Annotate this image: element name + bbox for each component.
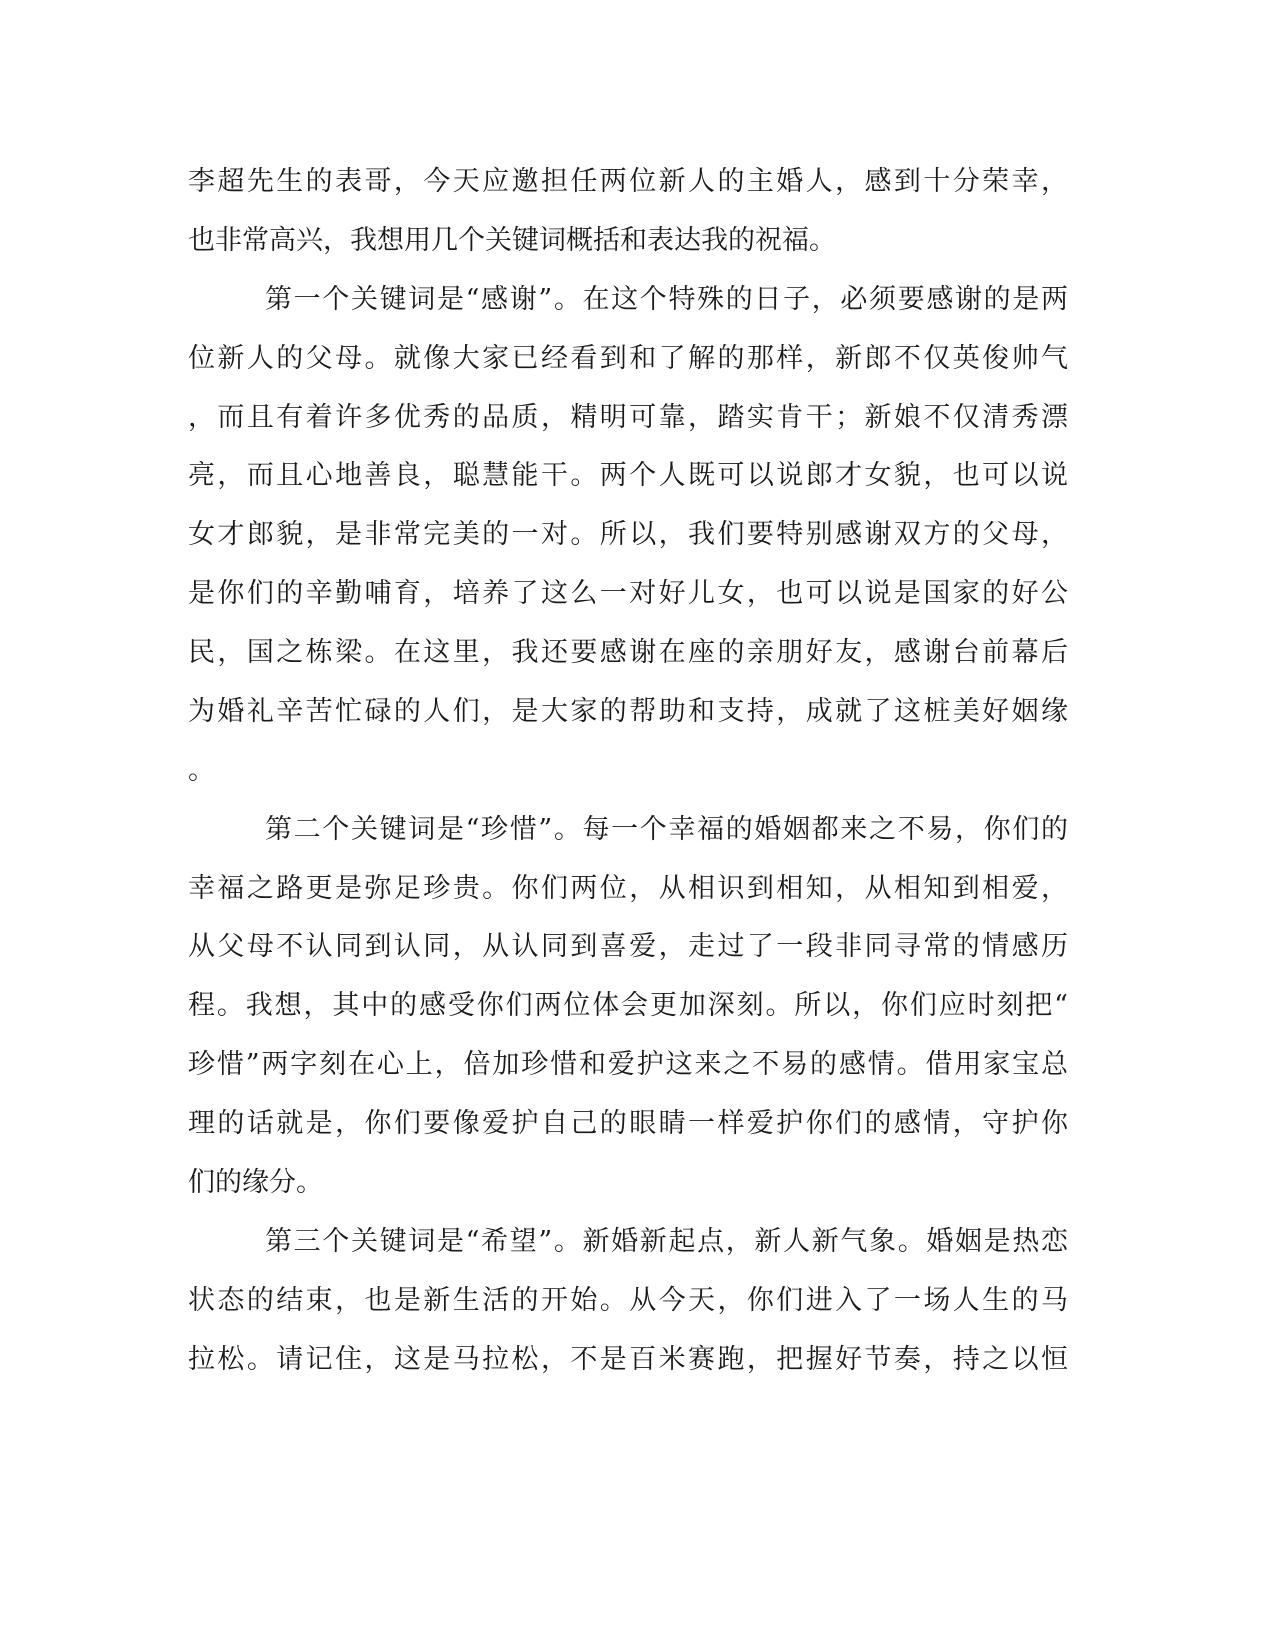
text-line: 们的缘分。: [188, 1167, 323, 1198]
text-line: 李超先生的表哥，今天应邀担任两位新人的主婚人，感到十分荣幸，: [188, 166, 1068, 197]
text-line: 亮，而且心地善良，聪慧能干。两个人既可以说郎才女貌，也可以说: [188, 460, 1068, 491]
text-line: 是你们的辛勤哺育，培养了这么一对好儿女，也可以说是国家的好公: [188, 578, 1068, 609]
text-line: 民，国之栋梁。在这里，我还要感谢在座的亲朋好友，感谢台前幕后: [188, 637, 1068, 668]
text-line: 从父母不认同到认同，从认同到喜爱，走过了一段非同寻常的情感历: [188, 931, 1068, 962]
text-line: ，而且有着许多优秀的品质，精明可靠，踏实肯干；新娘不仅清秀漂: [188, 402, 1068, 433]
text-line: 为婚礼辛苦忙碌的人们，是大家的帮助和支持，成就了这桩美好姻缘: [188, 696, 1068, 727]
text-line: 幸福之路更是弥足珍贵。你们两位，从相识到相知，从相知到相爱，: [188, 873, 1068, 904]
paragraph-start-line: 第二个关键词是“珍惜”。每一个幸福的婚姻都来之不易，你们的: [265, 814, 1068, 845]
text-line: 珍惜”两字刻在心上，倍加珍惜和爱护这来之不易的感情。借用家宝总: [188, 1049, 1068, 1080]
text-line: 状态的结束，也是新生活的开始。从今天，你们进入了一场人生的马: [188, 1285, 1068, 1316]
text-line: 拉松。请记住，这是马拉松，不是百米赛跑，把握好节奏，持之以恒: [188, 1344, 1068, 1375]
text-line: 理的话就是，你们要像爱护自己的眼睛一样爱护你们的感情，守护你: [188, 1108, 1068, 1139]
text-line: 。: [188, 755, 215, 786]
text-line: 程。我想，其中的感受你们两位体会更加深刻。所以，你们应时刻把“: [188, 990, 1068, 1021]
paragraph-start-line: 第一个关键词是“感谢”。在这个特殊的日子，必须要感谢的是两: [265, 284, 1068, 315]
text-line: 位新人的父母。就像大家已经看到和了解的那样，新郎不仅英俊帅气: [188, 343, 1068, 374]
text-line: 也非常高兴，我想用几个关键词概括和表达我的祝福。: [188, 225, 836, 256]
paragraph-start-line: 第三个关键词是“希望”。新婚新起点，新人新气象。婚姻是热恋: [265, 1226, 1068, 1257]
text-line: 女才郎貌，是非常完美的一对。所以，我们要特别感谢双方的父母，: [188, 519, 1068, 550]
